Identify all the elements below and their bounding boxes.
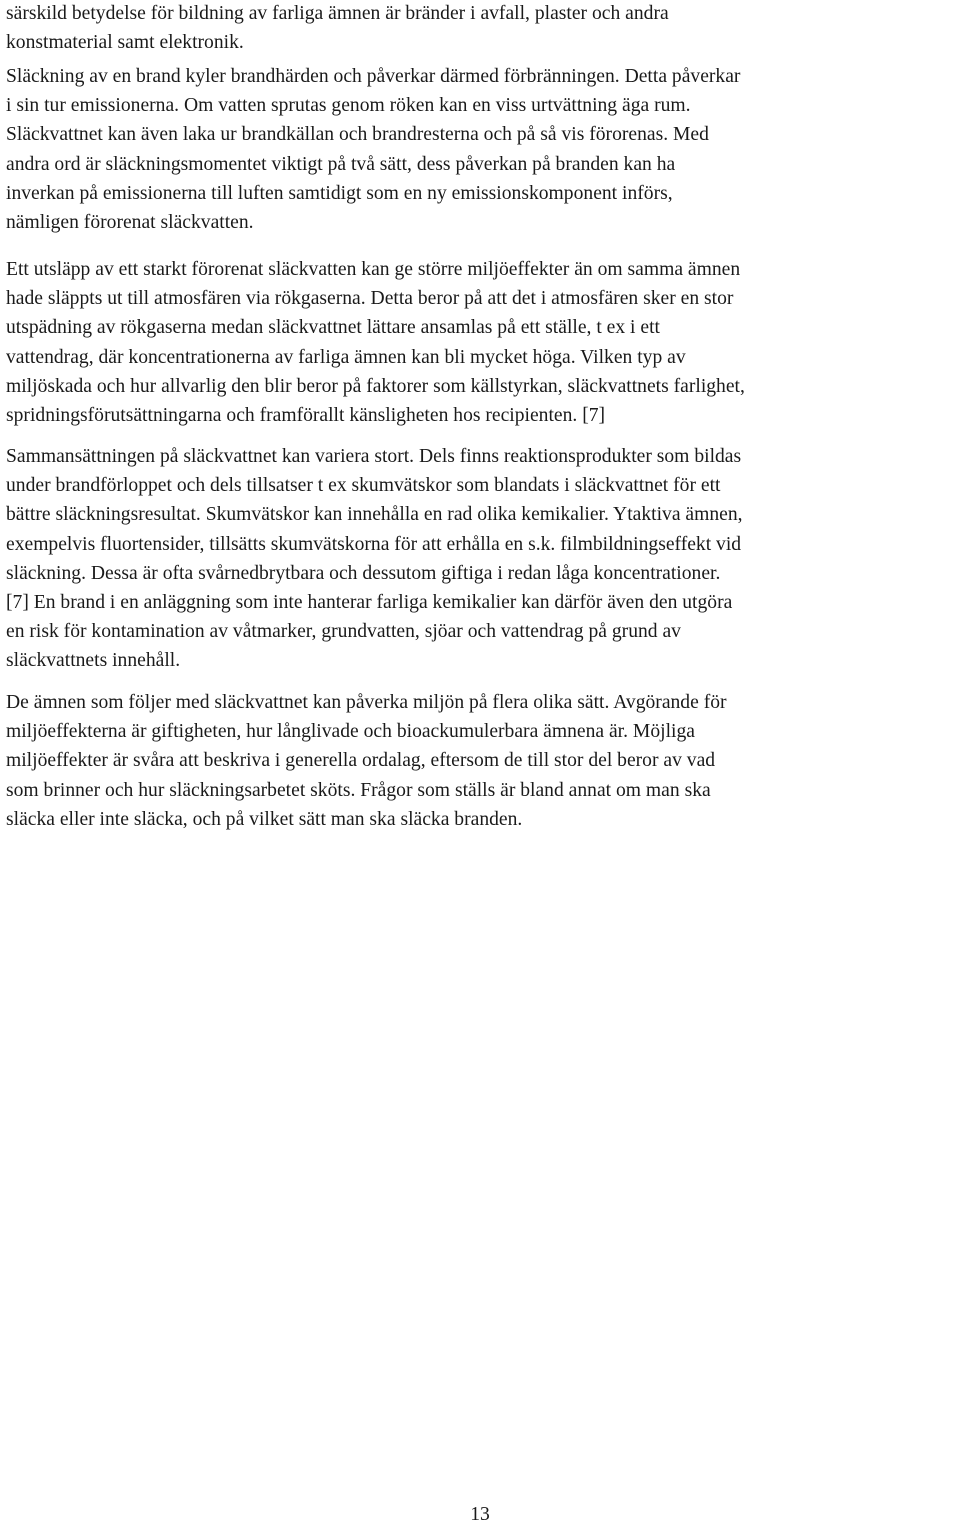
page-number: 13 bbox=[470, 1504, 490, 1525]
text-line: vattendrag, där koncentrationerna av farliga ämnen kan bli mycket höga. Vilken typ av bbox=[6, 346, 686, 368]
text-line: [7] En brand i en anläggning som inte hanterar farliga kemikalier kan därför även den utgöra bbox=[6, 592, 733, 614]
paragraph-fire-waste bbox=[6, 0, 669, 57]
text-line: Ett utsläpp av ett starkt förorenat släckvatten kan ge större miljöeffekter än om samma ämnen bbox=[6, 259, 741, 280]
text-line: inverkan på emissionerna till luften samtidigt som en ny emissionskomponent införs, bbox=[6, 182, 673, 204]
paragraph-extinguishing-effects bbox=[6, 62, 740, 237]
text-line: utspädning av rökgaserna medan släckvattnet lättare ansamlas på ett ställe, t ex i ett bbox=[6, 317, 660, 339]
text-line: i sin tur emissionerna. Om vatten sprutas genom röken kan en viss urtvättning äga rum. bbox=[6, 95, 691, 117]
text-line: spridningsförutsättningarna och framförallt känsligheten hos recipienten. [7] bbox=[6, 405, 606, 427]
text-line: Släckvattnet kan även laka ur brandkällan och brandresterna och på så vis förorenas. Med bbox=[6, 124, 709, 146]
text-line: andra ord är släckningsmomentet viktigt på två sätt, dess påverkan på branden kan ha bbox=[6, 153, 676, 175]
text-line: hade släppts ut till atmosfären via rökgaserna. Detta beror på att det i atmosfären sker en stor bbox=[6, 288, 734, 310]
paragraph-composition bbox=[6, 442, 743, 676]
text-line: Släckning av en brand kyler brandhärden och påverkar därmed förbränningen. Detta påverkar bbox=[6, 66, 741, 87]
text-line: miljöeffekterna är giftigheten, hur långlivade och bioackumulerbara ämnena är. Möjliga bbox=[6, 721, 695, 743]
text-line: miljöskada och hur allvarlig den blir beror på faktorer som källstyrkan, släckvattnets farlighet, bbox=[6, 375, 745, 397]
text-line: De ämnen som följer med släckvattnet kan påverka miljön på flera olika sätt. Avgörande för bbox=[6, 692, 727, 713]
text-line: Sammansättningen på släckvattnet kan variera stort. Dels finns reaktionsprodukter som bildas bbox=[6, 446, 742, 467]
text-line: bättre släckningsresultat. Skumvätskor kan innehålla en rad olika kemikalier. Ytaktiva ämnen, bbox=[6, 504, 743, 526]
text-line: nämligen förorenat släckvatten. bbox=[6, 212, 254, 234]
paragraph-water-release bbox=[6, 255, 745, 430]
text-line: släckvattnets innehåll. bbox=[6, 650, 181, 672]
text-line: särskild betydelse för bildning av farliga ämnen är bränder i avfall, plaster och andra bbox=[6, 3, 669, 24]
paragraph-environmental-effects bbox=[6, 688, 727, 834]
text-line: en risk för kontamination av våtmarker, grundvatten, sjöar och vattendrag på grund av bbox=[6, 621, 681, 643]
text-line: miljöeffekter är svåra att beskriva i generella ordalag, eftersom de till stor del beror av vad bbox=[6, 750, 716, 772]
text-line: släckning. Dessa är ofta svårnedbrytbara och dessutom giftiga i redan låga koncentrationer. bbox=[6, 562, 721, 584]
text-line: konstmaterial samt elektronik. bbox=[6, 32, 244, 54]
text-line: släcka eller inte släcka, och på vilket sätt man ska släcka branden. bbox=[6, 808, 523, 830]
text-line: under brandförloppet och dels tillsatser t ex skumvätskor som blandats i släckvattnet för ett bbox=[6, 475, 721, 497]
text-line: som brinner och hur släckningsarbetet sköts. Frågor som ställs är bland annat om man ska bbox=[6, 779, 711, 801]
text-line: exempelvis fluortensider, tillsätts skumvätskorna för att erhålla en s.k. filmbildningseffekt vid bbox=[6, 533, 742, 555]
